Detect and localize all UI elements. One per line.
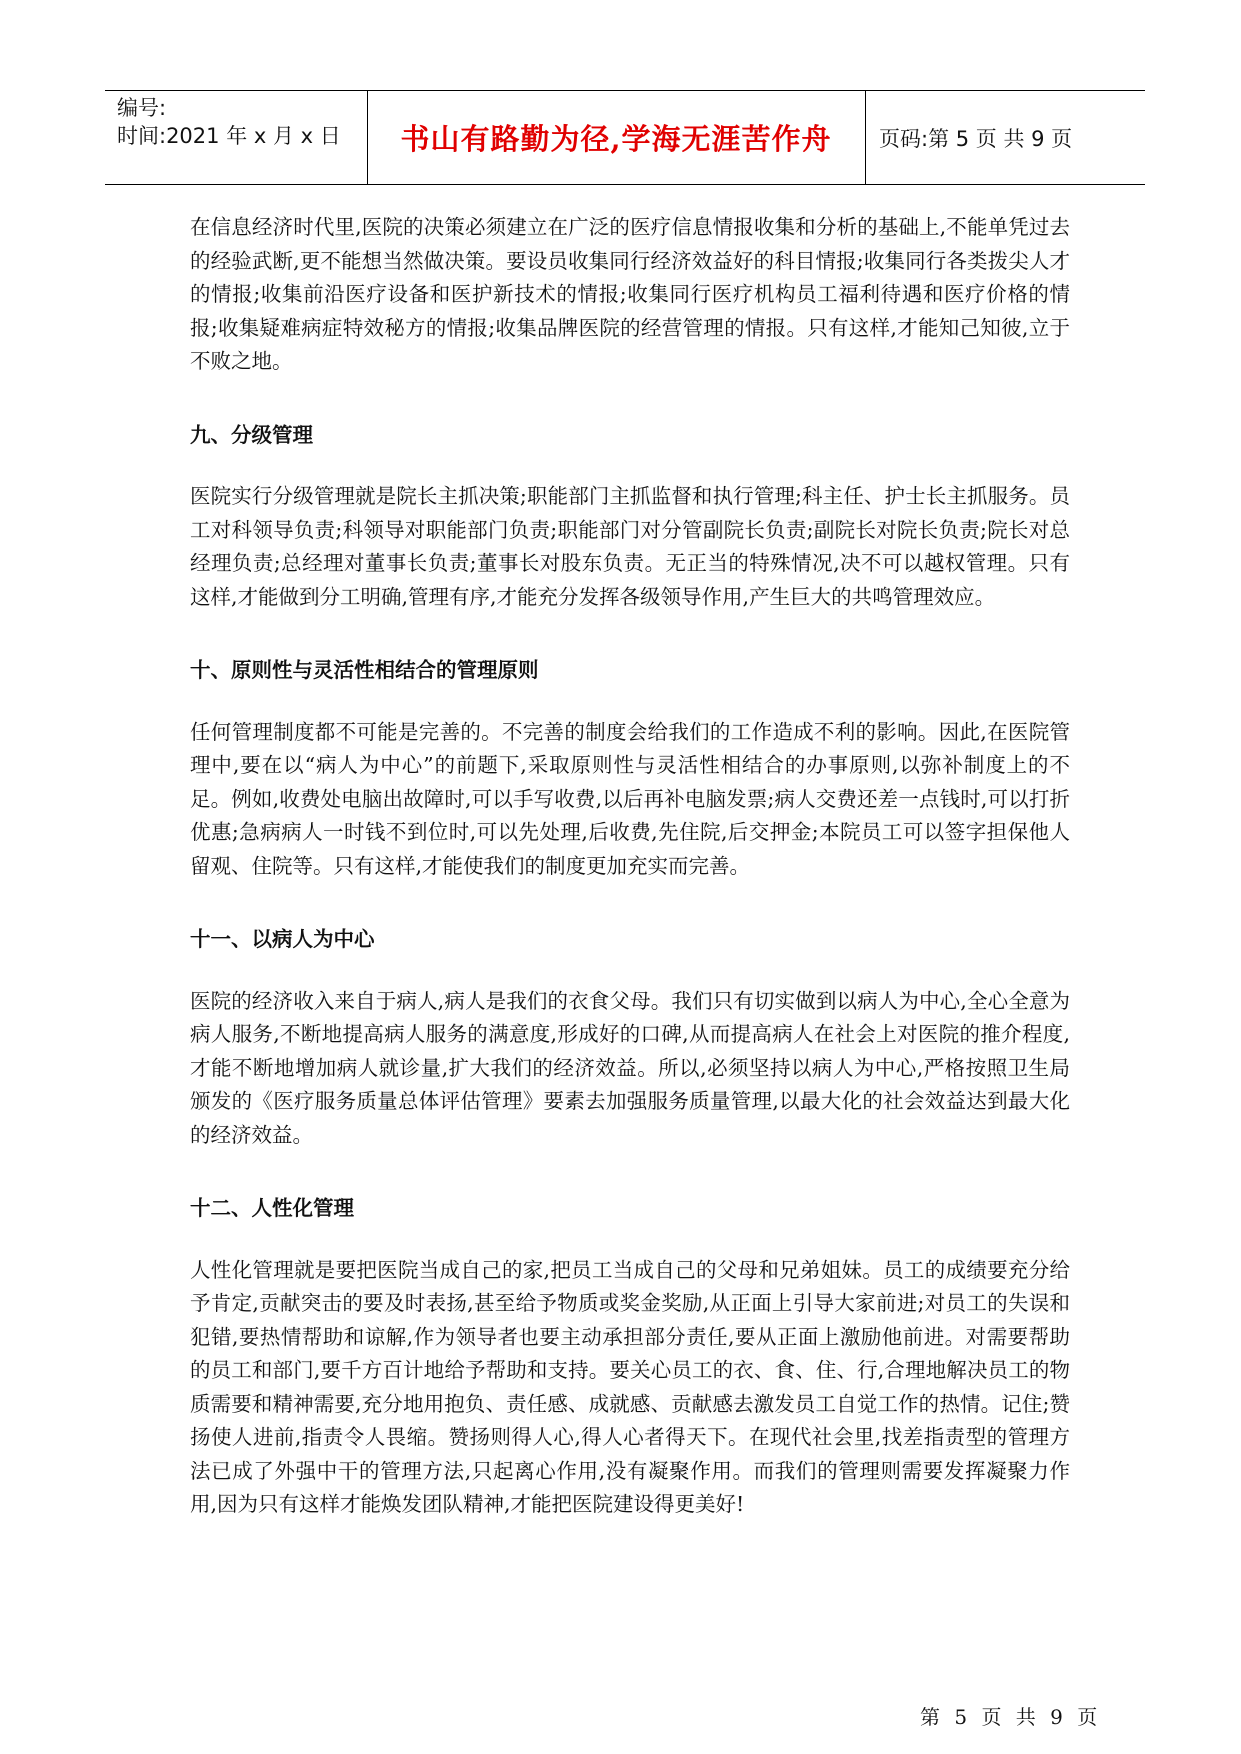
section-heading: 十、原则性与灵活性相结合的管理原则 xyxy=(190,658,539,682)
section-heading: 九、分级管理 xyxy=(190,422,313,447)
document-number-label: 编号: xyxy=(117,96,167,120)
section-heading: 十二、人性化管理 xyxy=(190,1196,354,1220)
section-paragraph: 任何管理制度都不可能是完善的。不完善的制度会给我们的工作造成不利的影响。因此,在医院管理中,要在以“病人为中心”的前题下,采取原则性与灵活性相结合的办事原则,以弥补制度上的不足。例如,收费处电脑出故障时,可以手写收费,以后再补电脑发票;病人交费还差一点钱时,可以打折优惠;急病病人一时钱不到位时,可以先处理,后收费,先住院,后交押金;本院员工可以签字担保他人留观、住院等。只有这样,才能使我们的制度更加充实而完善。 xyxy=(190,719,1070,878)
intro-paragraph: 在信息经济时代里,医院的决策必须建立在广泛的医疗信息情报收集和分析的基础上,不能单凭过去的经验武断,更不能想当然做决策。要设员收集同行经济效益好的科目情报;收集同行各类拨尖人才的情报;收集前沿医疗设备和医护新技术的情报;收集同行医疗机构员工福利待遇和医疗价格的情报;收集疑难病症特效秘方的情报;收集品牌医院的经营管理的情报。只有这样,才能知己知彼,立于不败之地。 xyxy=(190,215,1070,373)
page-header xyxy=(105,90,1145,185)
section-heading: 十一、以病人为中心 xyxy=(190,927,375,951)
header-page-code: 页码:第 5 页 共 9 页 xyxy=(879,126,1073,151)
document-body xyxy=(190,211,1070,1522)
section-paragraph: 人性化管理就是要把医院当成自己的家,把员工当成自己的父母和兄弟姐妹。员工的成绩要充分给予肯定,贡献突击的要及时表扬,甚至给予物质或奖金奖励,从正面上引导大家前进;对员工的失误和犯错,要热情帮助和谅解,作为领导者也要主动承担部分责任,要从正面上激励他前进。对需要帮助的员工和部门,要千方百计地给予帮助和支持。要关心员工的衣、食、住、行,合理地解决员工的物质需要和精神需要,充分地用抱负、责任感、成就感、贡献感去激发员工自觉工作的热情。记住;赞扬使人进前,指责令人畏缩。赞扬则得人心,得人心者得天下。在现代社会里,找差指责型的管理方法已成了外强中干的管理方法,只起离心作用,没有凝聚作用。而我们的管理则需要发挥凝聚力作用,因为只有这样才能焕发团队精神,才能把医院建设得更美好! xyxy=(190,1257,1070,1516)
page-footer-indicator: 第 5 页 共 9 页 xyxy=(920,1705,1102,1729)
header-left-cell xyxy=(117,94,341,150)
document-time-label: 时间:2021 年 x 月 x 日 xyxy=(117,124,341,148)
section-paragraph: 医院实行分级管理就是院长主抓决策;职能部门主抓监督和执行管理;科主任、护士长主抓服务。员工对科领导负责;科领导对职能部门负责;职能部门对分管副院长负责;副院长对院长负责;院长对总经理负责;总经理对董事长负责;董事长对股东负责。无正当的特殊情况,决不可以越权管理。只有这样,才能做到分工明确,管理有序,才能充分发挥各级领导作用,产生巨大的共鸣管理效应。 xyxy=(190,484,1070,609)
section-paragraph: 医院的经济收入来自于病人,病人是我们的衣食父母。我们只有切实做到以病人为中心,全心全意为病人服务,不断地提高病人服务的满意度,形成好的口碑,从而提高病人在社会上对医院的推介程度,才能不断地增加病人就诊量,扩大我们的经济效益。所以,必须坚持以病人为中心,严格按照卫生局颁发的《医疗服务质量总体评估管理》要素去加强服务质量管理,以最大化的社会效益达到最大化的经济效益。 xyxy=(190,988,1070,1147)
header-motto: 书山有路勤为径,学海无涯苦作舟 xyxy=(400,122,832,156)
